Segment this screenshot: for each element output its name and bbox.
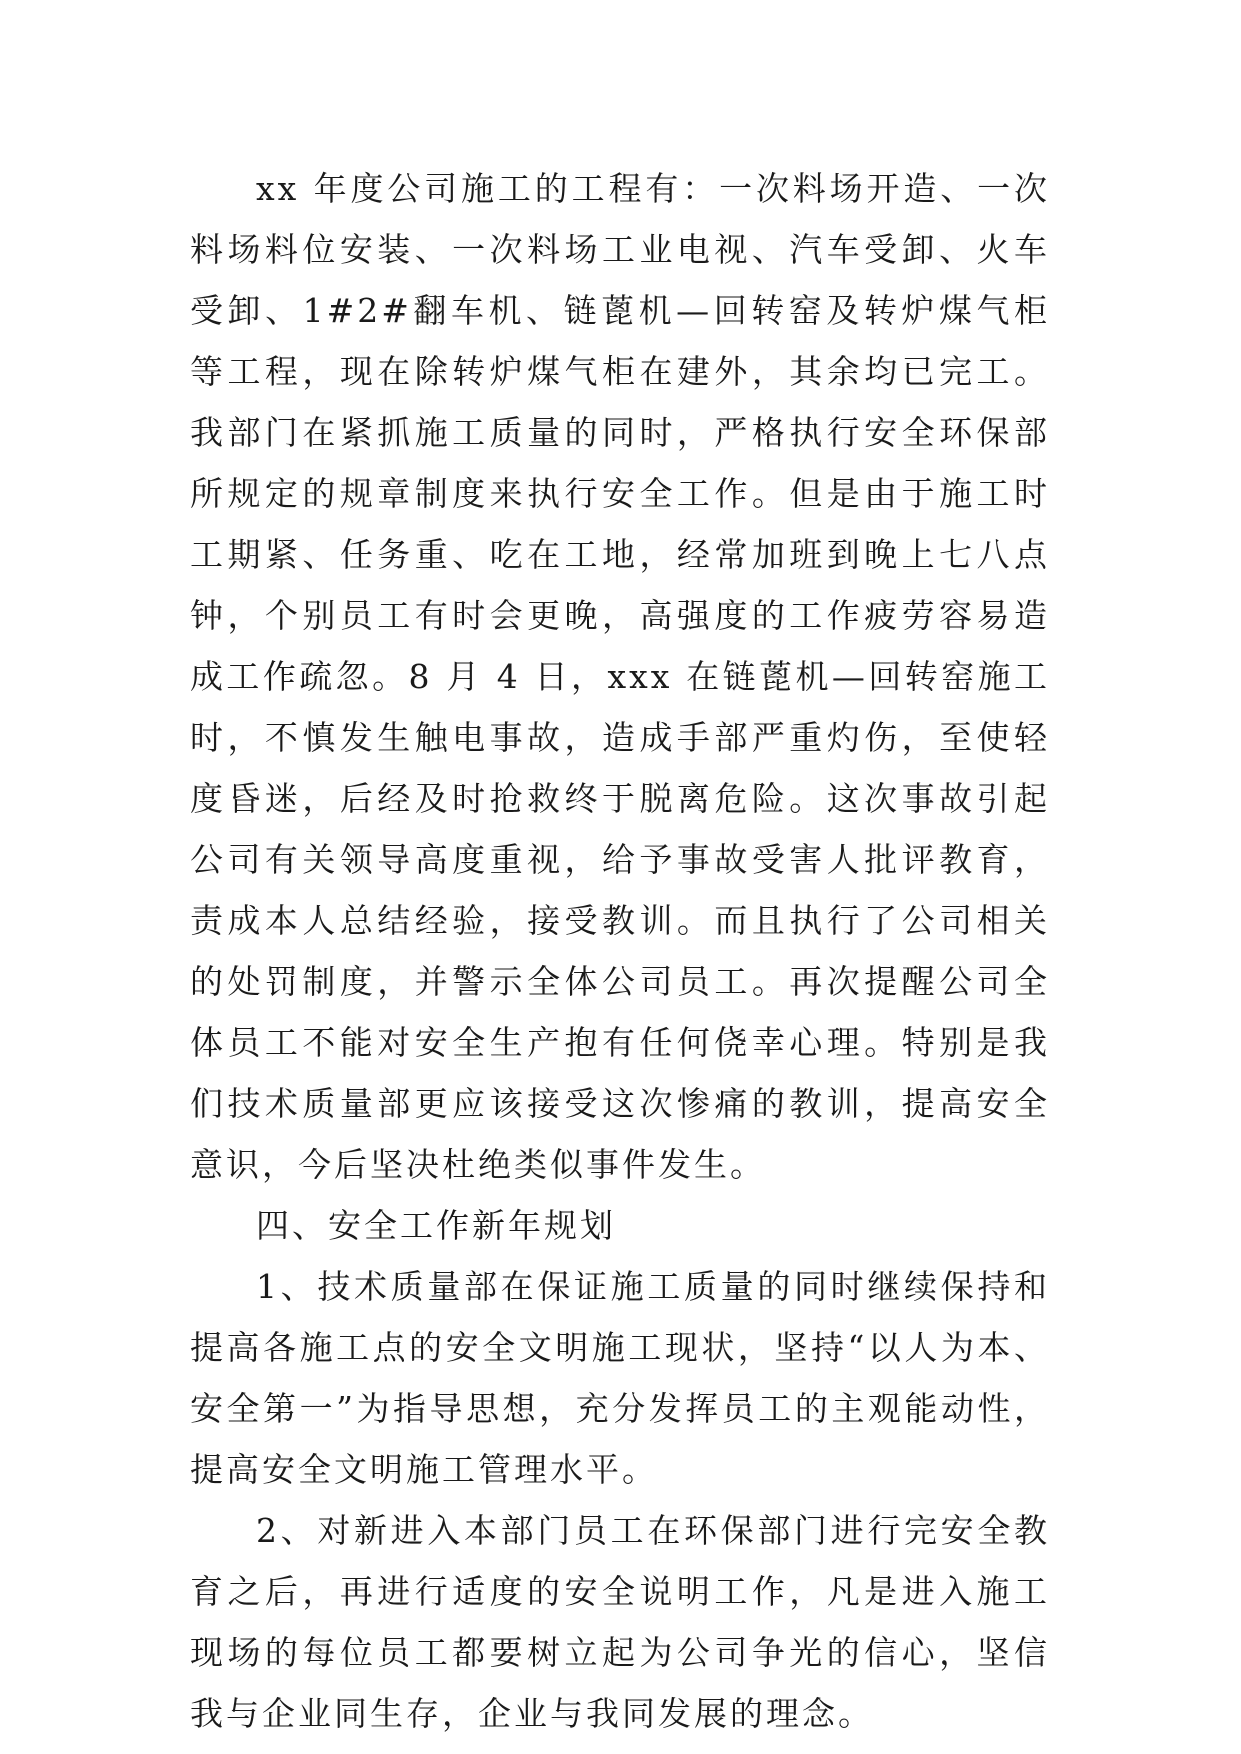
paragraph-accident-report: xx 年度公司施工的工程有：一次料场开造、一次料场料位安装、一次料场工业电视、汽车受卸、火车受卸、1#2#翻车机、链蓖机—回转窑及转炉煤气柜等工程，现在除转炉煤气柜在建外，其余均已完工。我部门在紧抓施工质量的同时，严格执行安全环保部所规定的规章制度来执行安全工作。但是由于施工时工期紧、任务重、吃在工地，经常加班到晚上七八点钟，个别员工有时会更晚，高强度的工作疲劳容易造成工作疏忽。8 月 4 日，xxx 在链蓖机—回转窑施工时，不慎发生触电事故，造成手部严重灼伤，至使轻度昏迷，后经及时抢救终于脱离危险。这次事故引起公司有关领导高度重视，给予事故受害人批评教育，责成本人总结经验，接受教训。而且执行了公司相关的处罚制度，并警示全体公司员工。再次提醒公司全体员工不能对安全生产抱有任何侥幸心理。特别是我们技术质量部更应该接受这次惨痛的教训，提高安全意识，今后坚决杜绝类似事件发生。 [190,169,1050,1184]
paragraph-plan-item-1: 1、技术质量部在保证施工质量的同时继续保持和提高各施工点的安全文明施工现状，坚持“以人为本、安全第一”为指导思想，充分发挥员工的主观能动性，提高安全文明施工管理水平。 [190,1267,1050,1489]
section-heading-safety-plan: 四、安全工作新年规划 [256,1206,616,1245]
document-body [190,158,1050,1744]
paragraph-plan-item-2: 2、对新进入本部门员工在环保部门进行完安全教育之后，再进行适度的安全说明工作，凡是进入施工现场的每位员工都要树立起为公司争光的信心，坚信我与企业同生存，企业与我同发展的理念。 [190,1511,1050,1733]
